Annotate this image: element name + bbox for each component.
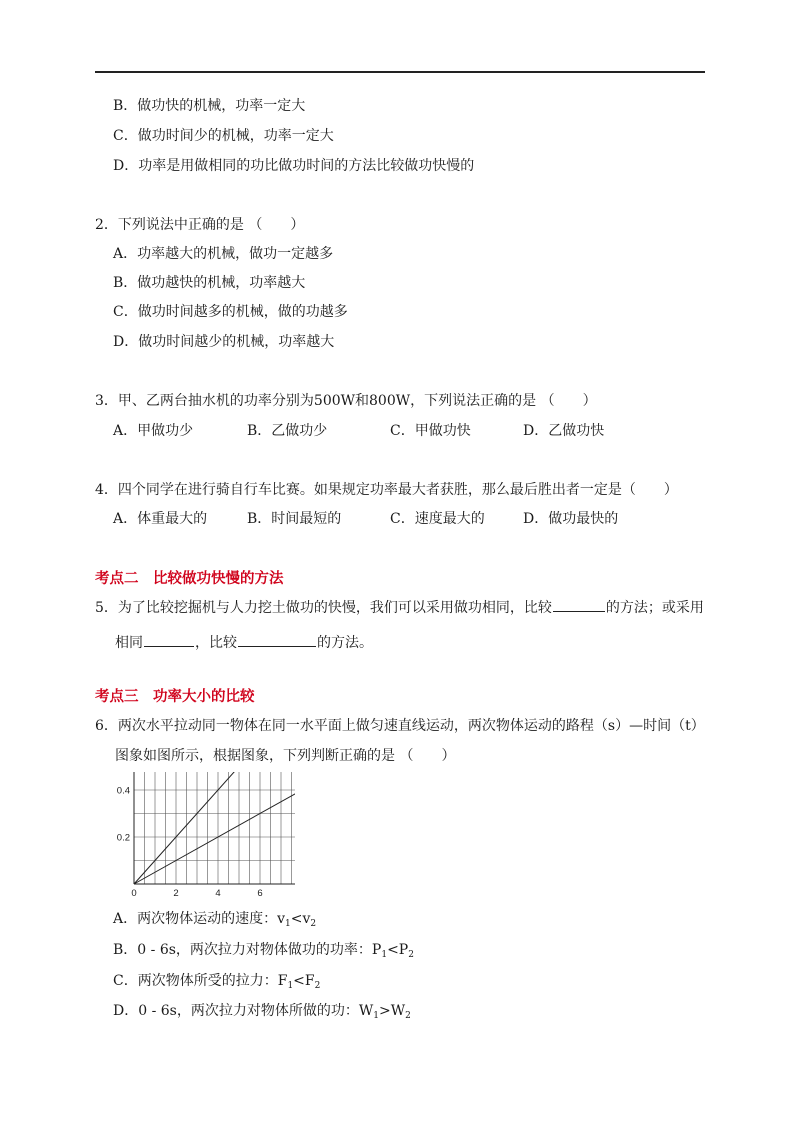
q1-option-c: C．做功时间少的机械，功率一定大 <box>113 128 334 144</box>
series-line-1 <box>134 772 295 884</box>
x-tick-label: 4 <box>215 888 221 899</box>
q5-blank-3[interactable] <box>238 632 316 647</box>
q5-text-1: 5．为了比较挖掘机与人力挖土做功的快慢，我们可以采用做功相同，比较 <box>95 600 552 616</box>
q5-text-2: 的方法；或采用 <box>605 600 704 616</box>
y-tick-label: 0.2 <box>116 832 130 844</box>
y-tick-label: 0.4 <box>116 785 130 797</box>
q3-option-b: B．乙做功少 <box>247 423 328 439</box>
q6-option-d: D．0 - 6s，两次拉力对物体所做的功：$W_1>W_2$ <box>113 1003 411 1021</box>
q2-option-c: C．做功时间越多的机械，做的功越多 <box>113 304 348 320</box>
q5-line-1 <box>95 597 704 618</box>
x-tick-label: 6 <box>257 888 263 899</box>
x-tick-label: 0 <box>131 888 137 899</box>
q2-option-d: D．做功时间越少的机械，功率越大 <box>113 334 335 350</box>
q4-option-a: A．体重最大的 <box>113 511 208 527</box>
q5-blank-1[interactable] <box>553 597 605 612</box>
q3-option-a: A．甲做功少 <box>113 423 194 439</box>
section-heading-3: 考点三 功率大小的比较 <box>95 689 255 705</box>
q2-option-a: A．功率越大的机械，做功一定越多 <box>113 246 334 262</box>
q6-option-c: C．两次物体所受的拉力：$F_1<F_2$ <box>113 973 321 991</box>
q5-line-2 <box>115 632 373 653</box>
q1-option-b: B．做功快的机械，功率一定大 <box>113 98 306 114</box>
q2-option-b: B．做功越快的机械，功率越大 <box>113 275 306 291</box>
q6-option-b: B．0 - 6s，两次拉力对物体做功的功率：$P_1<P_2$ <box>113 942 414 960</box>
q1-option-d: D．功率是用做相同的功比做功时间的方法比较做功快慢的 <box>113 158 475 174</box>
q5-blank-2[interactable] <box>144 632 194 647</box>
q6-stem-1: 6．两次水平拉动同一物体在同一水平面上做匀速直线运动，两次物体运动的路程（s）—时间（t） <box>95 718 705 734</box>
x-tick-label: 2 <box>173 888 179 899</box>
q3-stem: 3．甲、乙两台抽水机的功率分别为500W和800W，下列说法正确的是 （ ） <box>95 393 597 409</box>
q5-text-3: 相同 <box>115 635 143 651</box>
header-rule <box>95 71 705 73</box>
section-heading-2: 考点二 比较做功快慢的方法 <box>95 571 284 587</box>
q5-text-4: ，比较 <box>195 635 237 651</box>
q6-stem-2: 图象如图所示，根据图象，下列判断正确的是 （ ） <box>115 748 456 764</box>
q4-stem: 4．四个同学在进行骑自行车比赛。如果规定功率最大者获胜，那么最后胜出者一定是（ ） <box>95 482 678 498</box>
st-graph <box>110 772 295 902</box>
q4-option-c: C．速度最大的 <box>390 511 485 527</box>
q6-option-a: A．两次物体运动的速度：$v_1<v_2$ <box>113 911 317 929</box>
q2-stem: 2．下列说法中正确的是 （ ） <box>95 217 305 233</box>
q4-option-d: D．做功最快的 <box>523 511 619 527</box>
q5-text-5: 的方法。 <box>317 635 373 651</box>
q4-option-b: B．时间最短的 <box>247 511 342 527</box>
q3-option-c: C．甲做功快 <box>390 423 471 439</box>
q3-option-d: D．乙做功快 <box>523 423 605 439</box>
series-line-2 <box>134 772 295 884</box>
